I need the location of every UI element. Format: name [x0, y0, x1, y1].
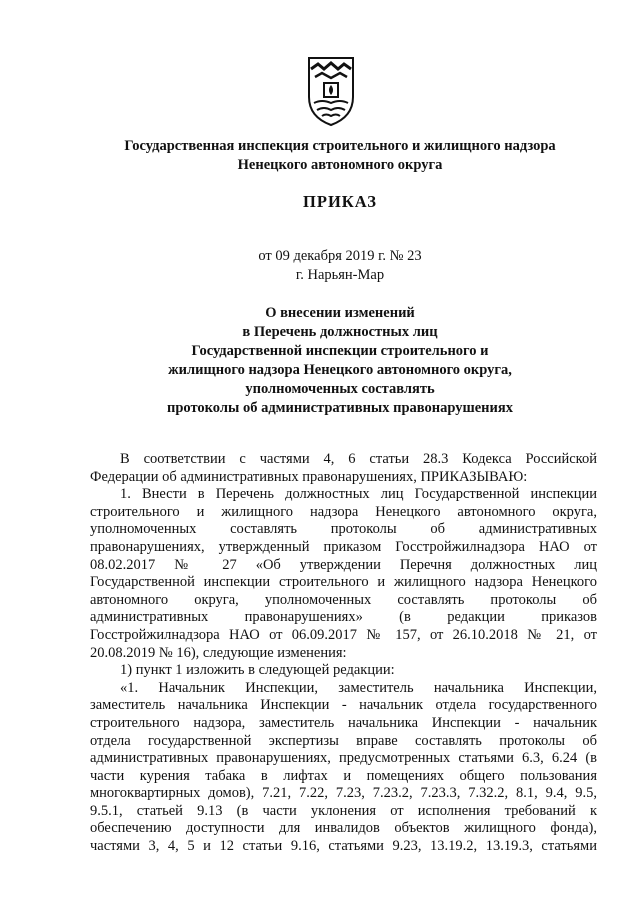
coat-of-arms-emblem — [306, 55, 356, 127]
document-subject — [60, 304, 620, 418]
subject-line: жилищного надзора Ненецкого автономного округа, — [168, 362, 512, 378]
body-line: 9.5.1, статьей 9.13 (в части уклонения от исполнения требований к — [90, 802, 597, 819]
body-line: В соответствии с частями 4, 6 статьи 28.3 Кодекса Российской — [120, 451, 597, 467]
body-line: 08.02.2017 № 27 «Об утверждении Перечня должностных лиц — [90, 556, 597, 573]
body-line: частями 3, 4, 5 и 12 статьи 9.16, статьями 9.23, 13.19.2, 13.19.3, статьями — [90, 838, 597, 855]
body-line: Федерации об административных правонарушениях, ПРИКАЗЫВАЮ: — [90, 468, 528, 485]
city: г. Нарьян-Мар — [295, 267, 385, 283]
body-line: правонарушениях, утвержденный приказом Госстройжилнадзора НАО от — [90, 538, 597, 555]
body-line: Государственной инспекции строительного и жилищного надзора Ненецкого — [90, 574, 597, 591]
body-line: части курения табака в лифтах и помещениях общего пользования — [90, 767, 597, 784]
body-line: «1. Начальник Инспекции, заместитель начальника Инспекции, — [120, 679, 597, 696]
body-line: 1) пункт 1 изложить в следующей редакции: — [120, 662, 395, 679]
document-body — [90, 451, 597, 856]
organization-name — [60, 137, 620, 175]
body-line: автономного округа, уполномоченных составлять протоколы об — [90, 591, 597, 608]
subject-line: О внесении изменений — [265, 305, 415, 321]
body-line: административных правонарушениях, предусмотренных статьями 6.3, 6.24 (в — [90, 750, 597, 767]
document-date-block — [60, 247, 620, 285]
subject-line: уполномоченных составлять — [245, 381, 435, 397]
body-line: заместитель начальника Инспекции - начальник отдела государственного — [90, 697, 597, 714]
date-number: от 09 декабря 2019 г. № 23 — [258, 248, 422, 264]
body-line: отдела государственной экспертизы вправе составлять протоколы об — [90, 732, 597, 749]
subject-line: Государственной инспекции строительного и — [191, 343, 489, 359]
subject-line: в Перечень должностных лиц — [242, 324, 438, 340]
organization-line: Ненецкого автономного округа — [237, 157, 443, 173]
body-line: 20.08.2019 № 16), следующие изменения: — [90, 644, 347, 661]
organization-line: Государственная инспекция строительного и жилищного надзора — [124, 138, 556, 154]
document-title: ПРИКАЗ — [303, 192, 377, 211]
body-line: 1. Внести в Перечень должностных лиц Государственной инспекции — [120, 486, 597, 503]
body-line: административных правонарушениях» (в редакции приказов — [90, 609, 597, 626]
subject-line: протоколы об административных правонарушениях — [166, 400, 513, 416]
body-line: многоквартирных домов), 7.21, 7.22, 7.23, 7.23.2, 7.23.3, 7.32.2, 8.1, 9.4, 9.5, — [90, 785, 597, 802]
body-line: Госстройжилнадзора НАО от 06.09.2017 № 157, от 26.10.2018 № 21, от — [90, 626, 597, 643]
body-line: уполномоченных составлять протоколы об административных — [90, 521, 597, 538]
body-line: строительного и жилищного надзора Ненецкого автономного округа, — [90, 503, 597, 520]
body-line: строительного надзора, заместитель начальника Инспекции - начальник — [90, 714, 597, 731]
body-line: обеспечению доступности для инвалидов объектов жилищного фонда), — [90, 820, 597, 837]
